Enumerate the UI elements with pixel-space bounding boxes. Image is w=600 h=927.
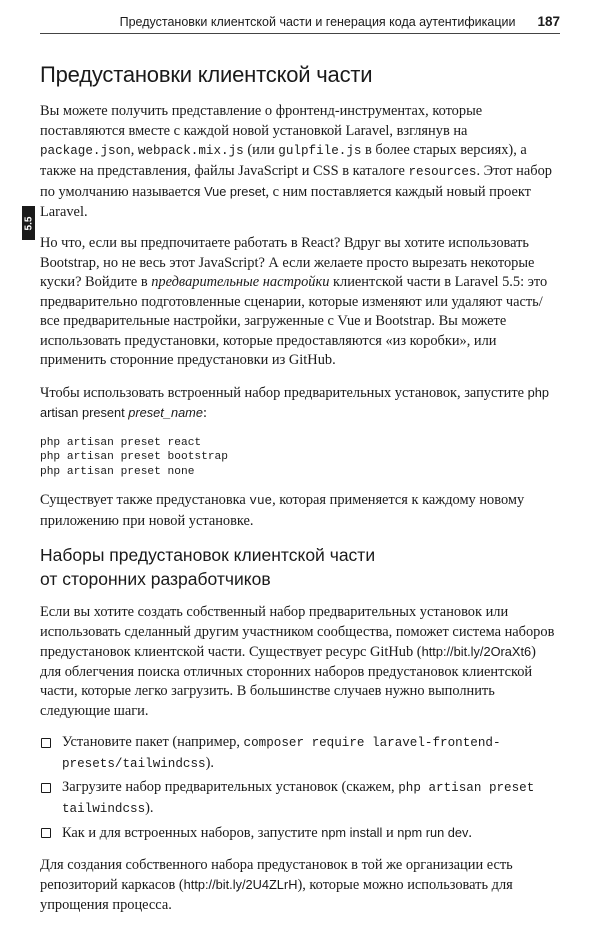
checkbox-bullet-icon xyxy=(41,828,51,838)
paragraph-react: Но что, если вы предпочитаете работать в React? Вдруг вы хотите использовать Bootstrap, но не весь этот JavaScript? А если желаете просто вырезать некоторые куски? Войдите в предварительные настройки клиентской части в Laravel 5.5: это предварительно подготовленные сценарии, которые изменяют или удаляют часть/все предварительные настройки, загруженные с Vue и Bootstrap. Вы можете использовать предустановки, которые предоставляются «из коробки», или применить сторонние предустановки из GitHub. xyxy=(40,235,548,368)
paragraph-custom-preset: Для создания собственного набора предустановок в той же организации есть репозиторий каркасов (http://bit.ly/2U4ZLrH), которые можно использовать для упрощения процесса. xyxy=(40,856,513,913)
code-block xyxy=(40,436,560,480)
chapter-side-tab xyxy=(22,206,35,240)
code-line: php artisan preset react xyxy=(40,436,202,449)
emphasis: предварительные настройки xyxy=(151,274,330,290)
inline-code-param: preset_name xyxy=(128,405,203,420)
subsection-title: Наборы предустановок клиентской части от сторонних разработчиков xyxy=(40,545,376,590)
url-reference: http://bit.ly/2U4ZLrH xyxy=(183,877,298,893)
page-body xyxy=(40,62,560,927)
inline-code: gulpfile.js xyxy=(278,144,362,158)
code-line: php artisan preset bootstrap xyxy=(40,451,228,464)
inline-code: php artisan preset tailwindcss xyxy=(62,781,535,816)
inline-code: Vue preset xyxy=(204,184,266,199)
inline-code: package.json xyxy=(40,144,131,158)
list-item: Установите пакет (например, composer require laravel-frontend-presets/tailwindcss). xyxy=(40,733,560,774)
inline-code: resources xyxy=(408,164,477,179)
paragraph-intro: Вы можете получить представление о фронтенд-инструментах, которые поставляются вместе с каждой новой установкой Laravel, взглянув на package.json, webpack.mix.js (или gulpfile.js в более старых версиях), а также на представления, файлы JavaScript и CSS в каталоге resources. Этот набор по умолчанию называется Vue preset, с ним поставляется каждый новый проект Laravel. xyxy=(40,103,552,220)
list-item: Загрузите набор предварительных установок (скажем, php artisan preset tailwindcss). xyxy=(40,778,560,819)
list-item: Как и для встроенных наборов, запустите npm install и npm run dev. xyxy=(40,823,560,844)
checkbox-bullet-icon xyxy=(41,738,51,748)
inline-code: php artisan present xyxy=(40,384,550,420)
steps-list xyxy=(40,733,560,844)
paragraph-preset-usage: Чтобы использовать встроенный набор предварительных установок, запустите php artisan present preset_name: xyxy=(40,384,550,421)
section-title: Предустановки клиентской части xyxy=(40,62,373,87)
running-title: Предустановки клиентской части и генерация кода аутентификации xyxy=(119,15,516,29)
inline-code: composer require laravel-frontend-presets/tailwindcss xyxy=(62,736,501,771)
url-reference: http://bit.ly/2OraXt6 xyxy=(421,644,532,660)
paragraph-third-party: Если вы хотите создать собственный набор предварительных установок или использовать сделанный другим участником сообщества, поможет система наборов предустановок клиентской части. Существует ресурс GitHub (http://bit.ly/2OraXt6) для облегчения поиска отличных сторонних наборов предустановок клиентской части, которые легко загрузить. В большинстве случаев нужно выполнить следующие шаги. xyxy=(40,604,555,719)
inline-code: npm run dev xyxy=(397,825,469,841)
inline-code: npm install xyxy=(321,825,383,841)
inline-code: vue xyxy=(249,494,273,509)
inline-code: webpack.mix.js xyxy=(137,144,244,158)
checkbox-bullet-icon xyxy=(41,783,51,793)
side-tab-label: 5.5 xyxy=(23,216,34,230)
code-line: php artisan preset none xyxy=(40,465,195,478)
page-number: 187 xyxy=(537,14,560,29)
paragraph-vue-preset: Существует также предустановка vue, которая применяется к каждому новому приложению при новой установке. xyxy=(40,492,525,529)
running-header xyxy=(40,14,560,34)
